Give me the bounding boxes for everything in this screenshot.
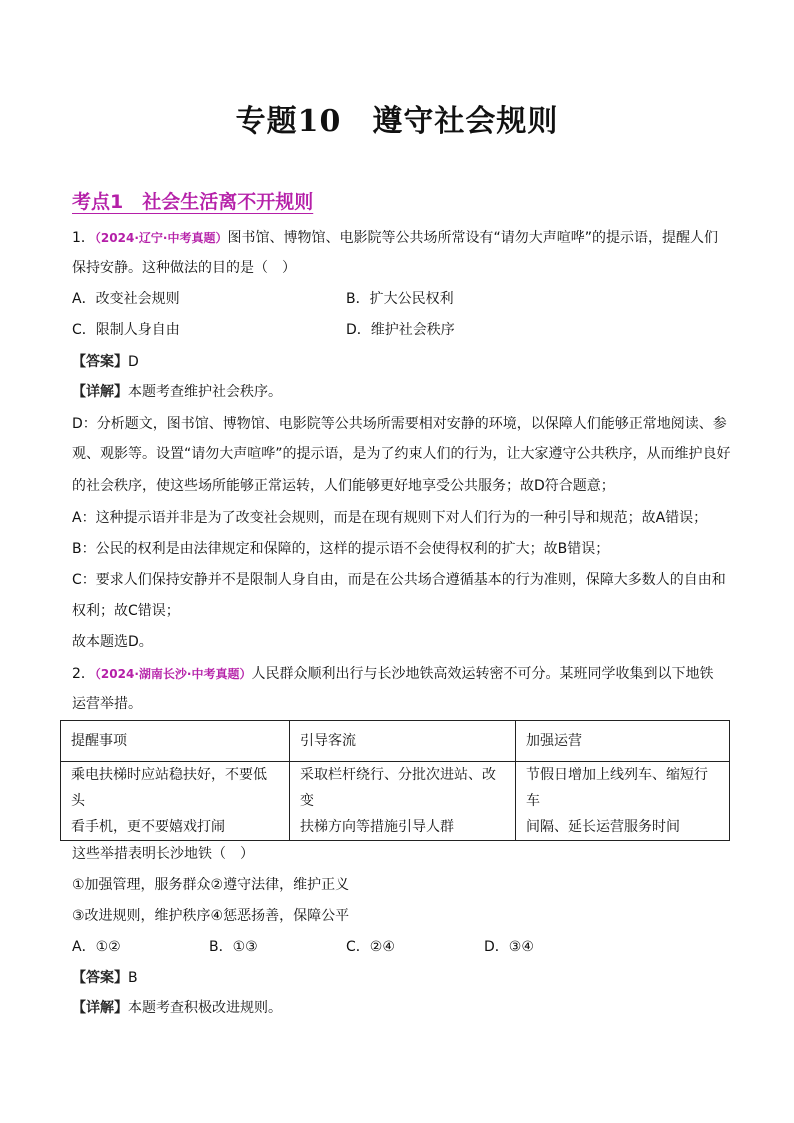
measures-table bbox=[60, 720, 730, 841]
q2-answer-label: 【答案】 bbox=[72, 970, 128, 986]
q1-answer-value: D bbox=[128, 354, 139, 370]
q2-option-a[interactable]: A．①② bbox=[72, 939, 121, 955]
q2-answer-value: B bbox=[128, 970, 138, 986]
q2-detail-label: 【详解】 bbox=[72, 1000, 128, 1016]
q1-answer-label: 【答案】 bbox=[72, 354, 128, 370]
table-header-cell: 提醒事项 bbox=[61, 721, 290, 762]
q2-option-c[interactable]: C．②④ bbox=[346, 939, 395, 955]
q1-explanation-line: 故本题选D。 bbox=[72, 634, 153, 650]
table-cell-line: 乘电扶梯时应站稳扶好，不要低头 bbox=[71, 767, 267, 809]
table-cell bbox=[516, 762, 730, 841]
q2-stem-text: 人民群众顺利出行与长沙地铁高效运转密不可分。某班同学收集到以下地铁 bbox=[251, 666, 714, 682]
q1-source: （2024·辽宁·中考真题） bbox=[94, 231, 228, 245]
q1-stem-line2: 保持安静。这种做法的目的是（ ） bbox=[72, 260, 296, 276]
q2-detail-text: 本题考查积极改进规则。 bbox=[128, 1000, 282, 1016]
q2-statement: ③改进规则，维护秩序④惩恶扬善，保障公平 bbox=[72, 908, 350, 924]
q1-explanation-line: B：公民的权利是由法律规定和保障的，这样的提示语不会使得权利的扩大；故B错误； bbox=[72, 541, 610, 557]
q2-source: （2024·湖南长沙·中考真题） bbox=[94, 667, 252, 681]
q2-question: 这些举措表明长沙地铁（ ） bbox=[72, 846, 254, 862]
q2-number: 2． bbox=[72, 666, 95, 682]
q1-explanation-line: 的社会秩序，使这些场所能够正常运转，人们能够更好地享受公共服务；故D符合题意； bbox=[72, 478, 615, 494]
section-heading: 考点1 社会生活离不开规则 bbox=[72, 191, 314, 213]
q1-number: 1． bbox=[72, 230, 95, 246]
q1-option-b[interactable]: B．扩大公民权利 bbox=[346, 291, 454, 307]
q2-stem-line2: 运营举措。 bbox=[72, 696, 142, 712]
table-cell bbox=[290, 762, 516, 841]
table-cell-line: 间隔、延长运营服务时间 bbox=[526, 819, 680, 835]
table-cell-line: 采取栏杆绕行、分批次进站、改变 bbox=[300, 767, 496, 809]
q1-stem-line1 bbox=[72, 228, 718, 248]
q2-stem-line1 bbox=[72, 664, 713, 684]
q2-option-b[interactable]: B．①③ bbox=[209, 939, 258, 955]
page-title: 专题10 遵守社会规则 bbox=[235, 104, 559, 139]
q2-answer bbox=[72, 968, 138, 988]
q1-option-c[interactable]: C．限制人身自由 bbox=[72, 322, 180, 338]
q1-answer bbox=[72, 352, 139, 372]
q2-option-d[interactable]: D．③④ bbox=[484, 939, 534, 955]
table-header-cell: 引导客流 bbox=[290, 721, 516, 762]
q1-explanation-line: D：分析题文，图书馆、博物馆、电影院等公共场所需要相对安静的环境，以保障人们能够正常地阅读、参 bbox=[72, 416, 727, 432]
table-row bbox=[61, 762, 730, 841]
q1-detail-label: 【详解】 bbox=[72, 384, 128, 400]
q1-explanation-line: 权利；故C错误； bbox=[72, 603, 180, 619]
q1-detail bbox=[72, 382, 282, 402]
q2-detail bbox=[72, 998, 282, 1018]
table-header-cell: 加强运营 bbox=[516, 721, 730, 762]
q1-stem-text: 图书馆、博物馆、电影院等公共场所常设有“请勿大声喧哗”的提示语，提醒人们 bbox=[227, 230, 718, 246]
q1-explanation-line: C：要求人们保持安静并不是限制人身自由，而是在公共场合遵循基本的行为准则，保障大多数人的自由和 bbox=[72, 572, 726, 588]
q1-option-a[interactable]: A．改变社会规则 bbox=[72, 291, 180, 307]
table-cell-line: 看手机，更不要嬉戏打闹 bbox=[71, 819, 225, 835]
table-cell bbox=[61, 762, 290, 841]
q1-explanation-line: A：这种提示语并非是为了改变社会规则，而是在现有规则下对人们行为的一种引导和规范；故A错误； bbox=[72, 510, 708, 526]
table-cell-line: 扶梯方向等措施引导人群 bbox=[300, 819, 454, 835]
q1-detail-text: 本题考查维护社会秩序。 bbox=[128, 384, 282, 400]
q1-option-d[interactable]: D．维护社会秩序 bbox=[346, 322, 455, 338]
q1-explanation-line: 观、观影等。设置“请勿大声喧哗”的提示语，是为了约束人们的行为，让大家遵守公共秩序，从而维护良好 bbox=[72, 446, 731, 462]
table-header-row bbox=[61, 721, 730, 762]
table-cell-line: 节假日增加上线列车、缩短行车 bbox=[526, 767, 708, 809]
q2-statement: ①加强管理，服务群众②遵守法律，维护正义 bbox=[72, 877, 350, 893]
